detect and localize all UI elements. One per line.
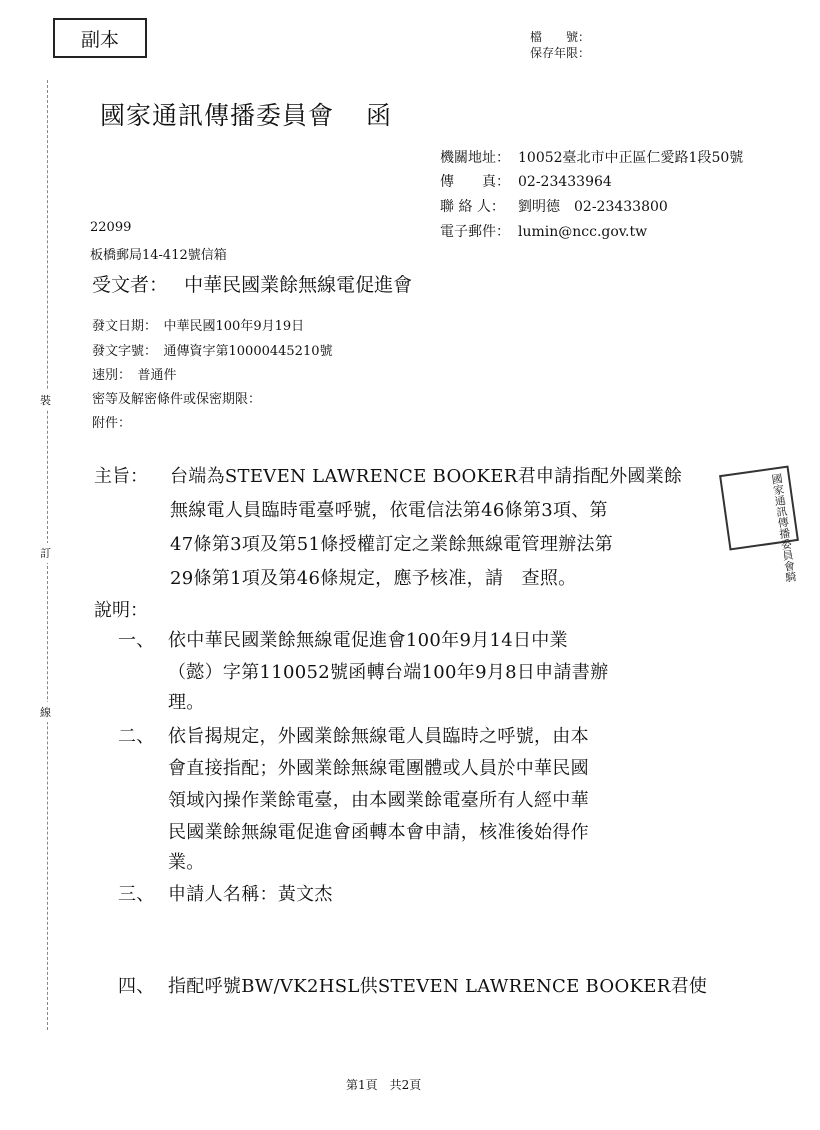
binding-mark-bottom: 線 xyxy=(40,702,51,722)
page-number: 第1頁 共2頁 xyxy=(346,1078,422,1092)
person-value: 劉明德 02-23433800 xyxy=(518,199,668,215)
contact-fax xyxy=(440,171,612,191)
subject-label: 主旨： xyxy=(94,466,148,487)
contact-address xyxy=(440,147,743,167)
person-label: 聯 絡 人： xyxy=(440,199,505,215)
item-line: 申請人名稱：黃文杰 xyxy=(168,884,333,905)
item-line: 領域內操作業餘電臺，由本國業餘電臺所有人經中華 xyxy=(168,790,589,811)
contact-email xyxy=(440,221,647,241)
item-line: 業。 xyxy=(168,852,205,873)
item-line: 會直接指配；外國業餘無線電團體或人員於中華民國 xyxy=(168,758,589,779)
document-title xyxy=(100,96,392,132)
fax-label: 傳 真： xyxy=(440,174,510,190)
explanation-label: 說明： xyxy=(94,600,148,621)
item-number: 一、 xyxy=(118,630,155,651)
item-line: 依旨揭規定，外國業餘無線電人員臨時之呼號，由本 xyxy=(168,726,589,747)
email-value: lumin@ncc.gov.tw xyxy=(518,224,648,240)
attachments: 附件： xyxy=(92,416,132,431)
secrecy-level: 密等及解密條件或保密期限： xyxy=(92,392,262,407)
document-type: 函 xyxy=(366,101,393,130)
copy-stamp: 副本 xyxy=(53,18,147,58)
item-line: 依中華民國業餘無線電促進會100年9月14日中業 xyxy=(168,630,568,651)
issue-date: 發文日期： 中華民國100年9月19日 xyxy=(92,319,305,334)
address-value: 10052臺北市中正區仁愛路1段50號 xyxy=(518,150,744,166)
item-line: （懿）字第110052號函轉台端100年9月8日申請書辦 xyxy=(168,662,609,683)
subject-line: 台端為STEVEN LAWRENCE BOOKER君申請指配外國業餘 xyxy=(170,466,683,487)
item-number: 三、 xyxy=(118,884,155,905)
subject-line: 29條第1項及第46條規定，應予核准，請 查照。 xyxy=(170,568,577,589)
email-label: 電子郵件： xyxy=(440,224,510,240)
official-seal: 國家通訊傳播委員會騎 xyxy=(719,465,799,550)
item-line: 指配呼號BW/VK2HSL供STEVEN LAWRENCE BOOKER君使 xyxy=(168,976,708,997)
po-box: 板橋郵局14-412號信箱 xyxy=(90,248,227,263)
item-number: 二、 xyxy=(118,726,155,747)
delivery-speed: 速別： 普通件 xyxy=(92,368,177,383)
item-line: 理。 xyxy=(168,692,205,713)
fax-value: 02-23433964 xyxy=(518,174,612,190)
item-number: 四、 xyxy=(118,976,155,997)
binding-mark-middle: 訂 xyxy=(40,543,51,563)
recipient-label: 受文者： xyxy=(92,274,169,296)
address-label: 機關地址： xyxy=(440,150,510,166)
item-line: 民國業餘無線電促進會函轉本會申請，核准後始得作 xyxy=(168,822,589,843)
issue-number: 發文字號： 通傳資字第10000445210號 xyxy=(92,344,333,359)
recipient-name: 中華民國業餘無線電促進會 xyxy=(184,274,413,296)
contact-person xyxy=(440,196,668,216)
agency-name: 國家通訊傳播委員會 xyxy=(100,101,335,130)
file-number-label: 檔 號： xyxy=(530,30,591,44)
subject-line: 47條第3項及第51條授權訂定之業餘無線電管理辦法第 xyxy=(170,534,614,555)
postal-code: 22099 xyxy=(90,220,132,235)
binding-mark-top: 裝 xyxy=(40,390,51,410)
retention-label: 保存年限： xyxy=(530,46,591,60)
subject-line: 無線電人員臨時電臺呼號，依電信法第46條第3項、第 xyxy=(170,500,608,521)
recipient xyxy=(92,270,412,297)
